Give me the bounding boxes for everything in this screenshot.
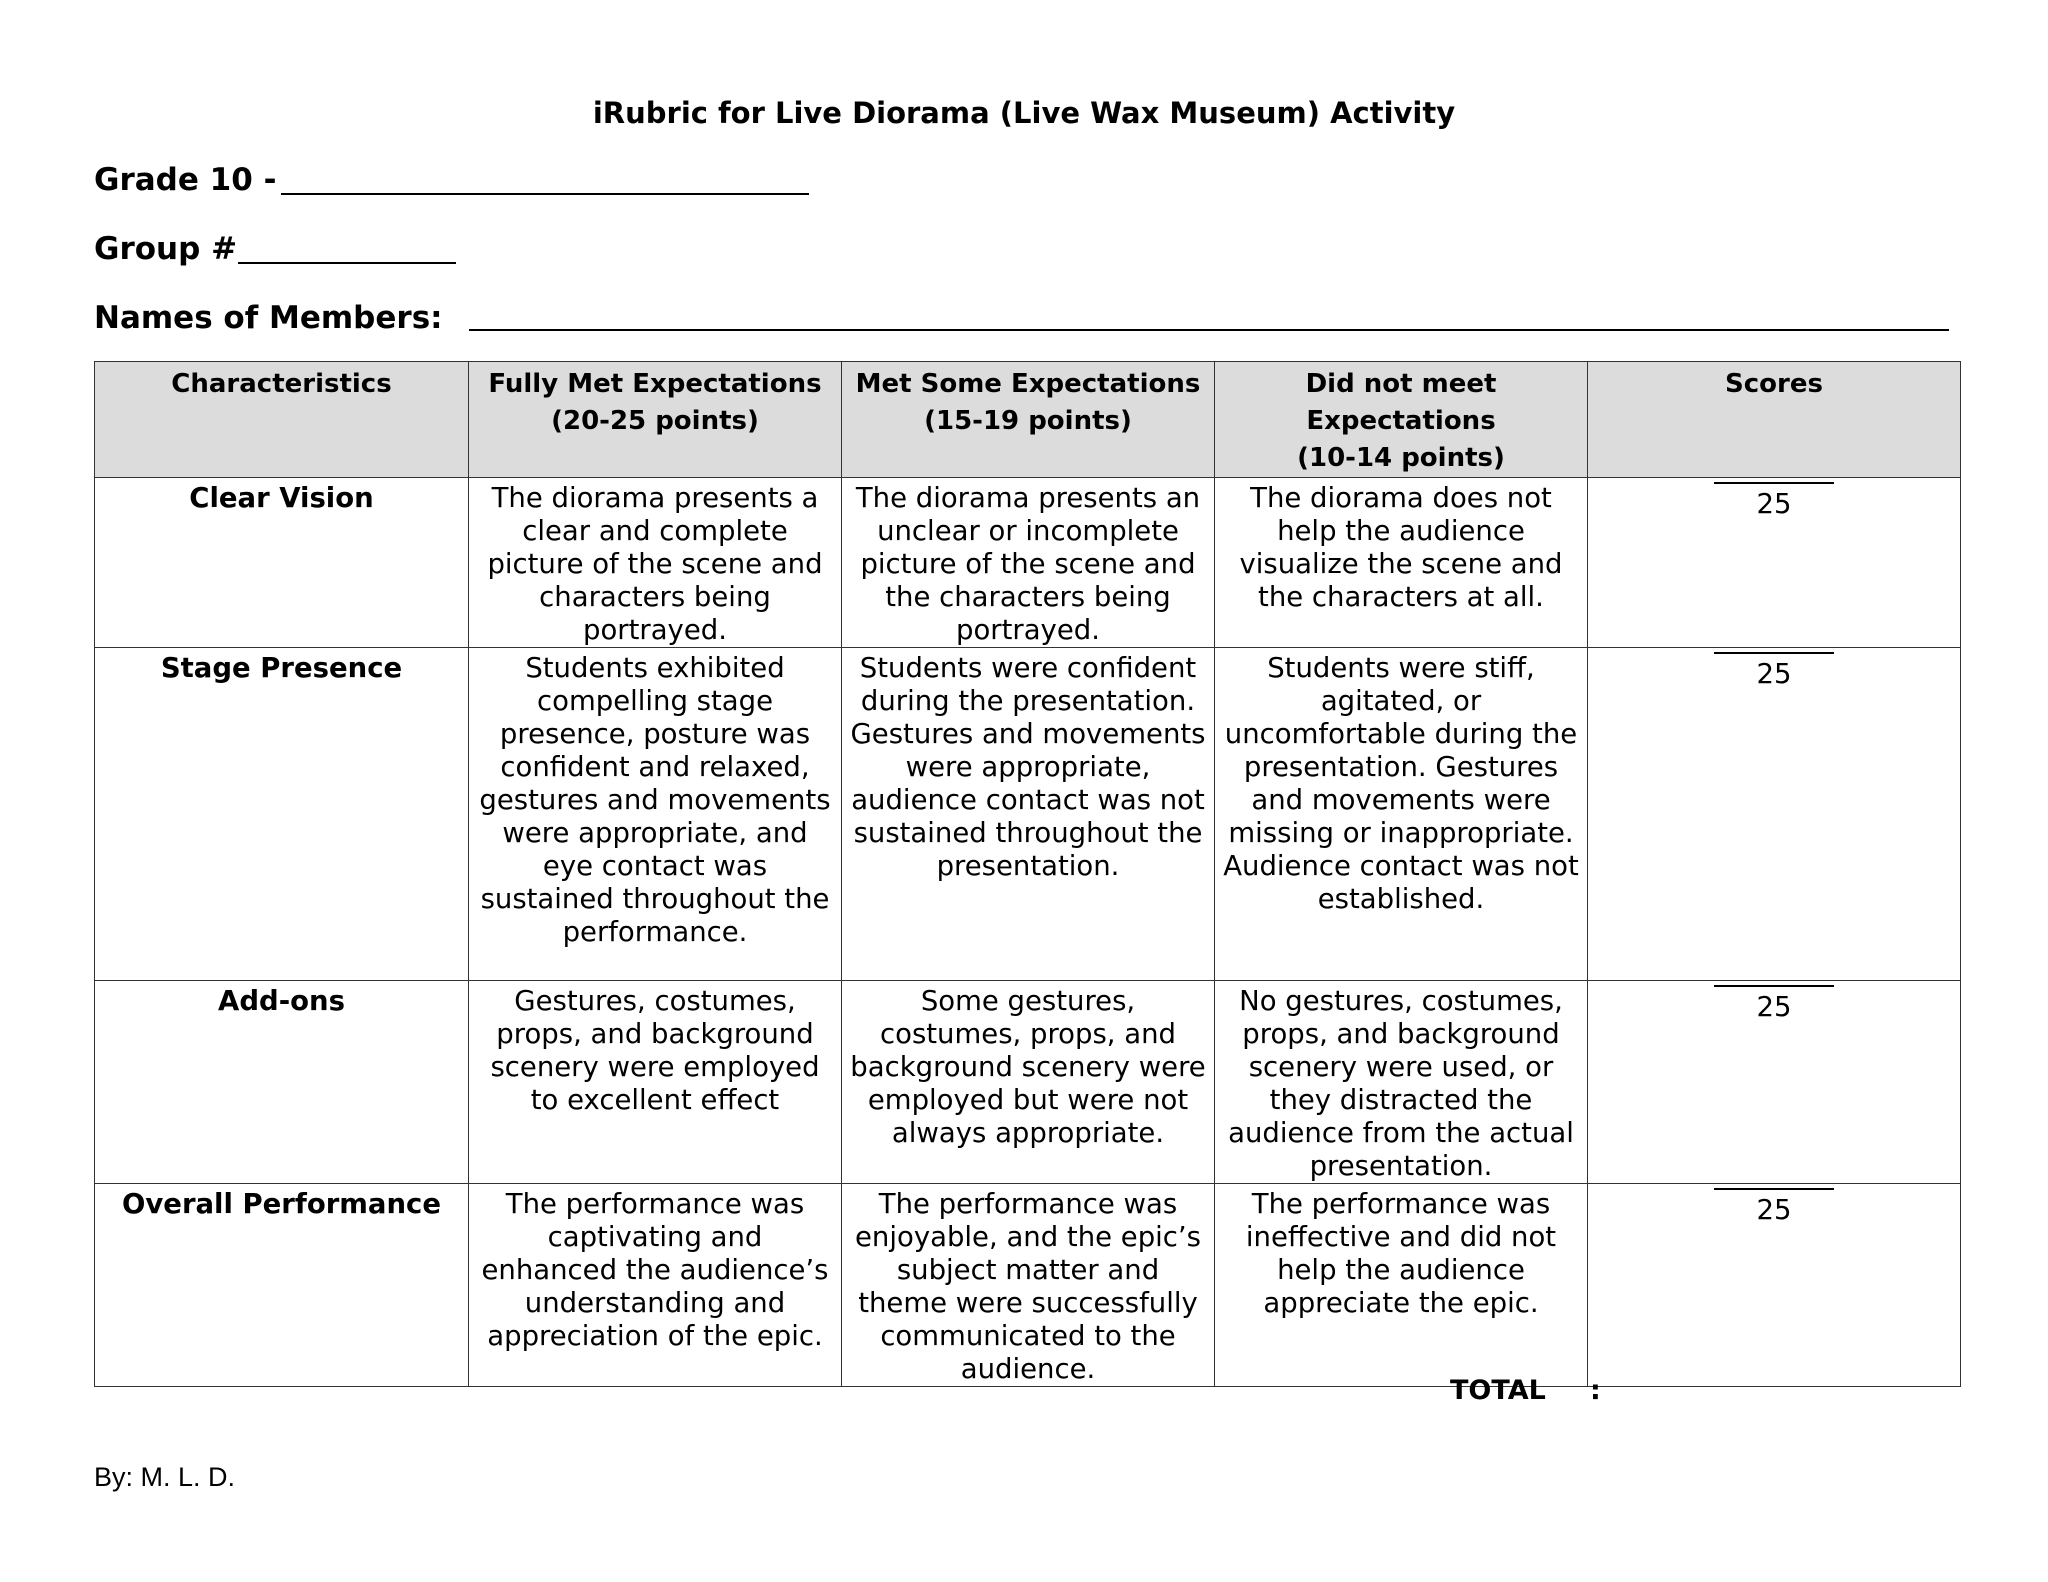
score-cell	[1588, 648, 1961, 981]
header-did-not-meet	[1215, 362, 1588, 478]
group-label: Group #	[94, 231, 238, 267]
total-label: TOTAL	[1450, 1375, 1546, 1406]
did-not-meet-cell: The diorama does not help the audience visualize the scene and the characters at all.	[1215, 478, 1588, 648]
did-not-meet-cell: Students were stiff, agitated, or uncomfortable during the presentation. Gestures and movements were missing or inappropriate. Audience contact was not established.	[1215, 648, 1588, 981]
header-did-not-meet-points: (10-14 points)	[1297, 443, 1505, 473]
header-fully-met	[469, 362, 842, 478]
score-max: 25	[1756, 991, 1792, 1023]
score-blank-line[interactable]	[1714, 1188, 1834, 1190]
grade-blank-line[interactable]	[281, 193, 809, 195]
table-row	[95, 1184, 1961, 1387]
names-label: Names of Members:	[94, 300, 443, 336]
header-characteristics-label: Characteristics	[171, 369, 392, 399]
header-met-some	[842, 362, 1215, 478]
met-some-cell: The diorama presents an unclear or incomplete picture of the scene and the characters being portrayed.	[842, 478, 1215, 648]
characteristic-cell: Clear Vision	[95, 478, 469, 648]
score-blank-line[interactable]	[1714, 985, 1834, 987]
table-row	[95, 478, 1961, 648]
fully-met-cell: Gestures, costumes, props, and background scenery were employed to excellent effect	[469, 981, 842, 1184]
header-did-not-meet-label-1: Did not meet	[1305, 369, 1497, 399]
met-some-cell: The performance was enjoyable, and the epic’s subject matter and theme were successfully communicated to the audience.	[842, 1184, 1215, 1387]
characteristic-cell: Overall Performance	[95, 1184, 469, 1387]
table-row	[95, 648, 1961, 981]
score-max: 25	[1756, 1194, 1792, 1226]
met-some-cell: Some gestures, costumes, props, and background scenery were employed but were not always appropriate.	[842, 981, 1215, 1184]
score-cell	[1588, 478, 1961, 648]
header-met-some-points: (15-19 points)	[924, 406, 1132, 436]
score-max: 25	[1756, 658, 1792, 690]
score-blank-line[interactable]	[1714, 652, 1834, 654]
score-max: 25	[1756, 488, 1792, 520]
header-fully-met-label: Fully Met Expectations	[488, 369, 822, 399]
author-byline: By: M. L. D.	[94, 1462, 236, 1492]
group-blank-line[interactable]	[238, 262, 456, 264]
fully-met-cell: The diorama presents a clear and complete picture of the scene and characters being portrayed.	[469, 478, 842, 648]
header-characteristics	[95, 362, 469, 478]
fully-met-cell: The performance was captivating and enhanced the audience’s understanding and appreciation of the epic.	[469, 1184, 842, 1387]
header-row	[95, 362, 1961, 478]
did-not-meet-cell: No gestures, costumes, props, and background scenery were used, or they distracted the audience from the actual presentation.	[1215, 981, 1588, 1184]
fully-met-cell: Students exhibited compelling stage presence, posture was confident and relaxed, gestures and movements were appropriate, and eye contact was sustained throughout the performance.	[469, 648, 842, 981]
table-row	[95, 981, 1961, 1184]
did-not-meet-cell: The performance was ineffective and did not help the audience appreciate the epic.	[1215, 1184, 1588, 1387]
characteristic-cell: Add-ons	[95, 981, 469, 1184]
header-met-some-label: Met Some Expectations	[855, 369, 1201, 399]
header-fully-met-points: (20-25 points)	[551, 406, 759, 436]
total-colon: :	[1590, 1375, 1601, 1406]
names-blank-line[interactable]	[469, 329, 1949, 331]
document-title: iRubric for Live Diorama (Live Wax Museum) Activity	[592, 96, 1456, 130]
characteristic-cell: Stage Presence	[95, 648, 469, 981]
header-did-not-meet-label-2: Expectations	[1306, 406, 1496, 436]
score-blank-line[interactable]	[1714, 482, 1834, 484]
header-scores	[1588, 362, 1961, 478]
grade-label: Grade 10 -	[94, 162, 277, 198]
score-cell	[1588, 1184, 1961, 1387]
score-cell	[1588, 981, 1961, 1184]
rubric-table	[94, 361, 1961, 1387]
header-scores-label: Scores	[1725, 369, 1823, 399]
met-some-cell: Students were confident during the presentation. Gestures and movements were appropriate, audience contact was not sustained throughout the presentation.	[842, 648, 1215, 981]
